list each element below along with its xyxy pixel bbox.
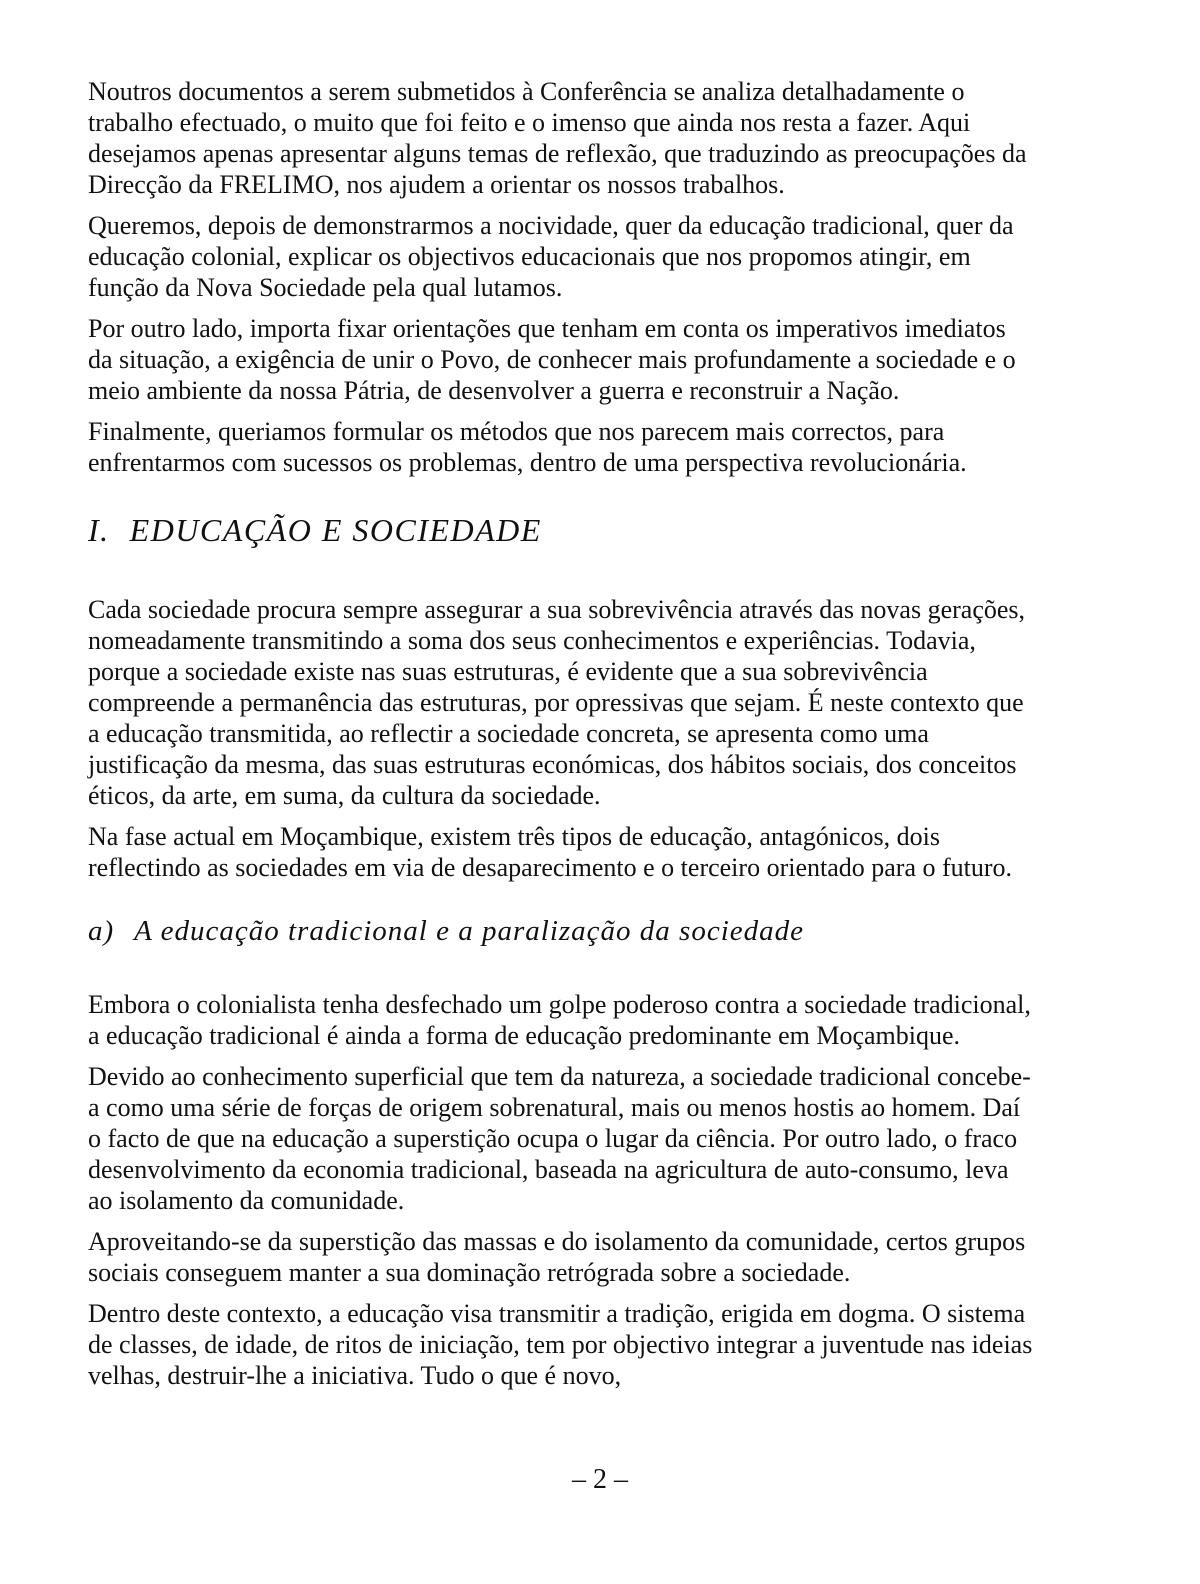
subsection-paragraph-1: Embora o colonialista tenha desfechado um golpe poderoso contra a sociedade tradicional, a educação tradicional é ainda a forma de educação predominante em Moçambique. bbox=[88, 990, 1031, 1050]
subsection-label: a) bbox=[88, 915, 115, 947]
subsection-paragraph-2: Devido ao conhecimento superficial que tem da natureza, a sociedade tradicional concebe-a como uma série de forças de origem sobrenatural, mais ou menos hostis ao homem. Daí o facto de que na educação a superstição ocupa o lugar da ciência. Por outro lado, o fraco desenvolvimento da economia tradicional, baseada na agricultura de auto-consumo, leva ao isolamento da comunidade. bbox=[88, 1062, 1031, 1215]
section-title: EDUCAÇÃO E SOCIEDADE bbox=[129, 512, 542, 548]
page-number: – 2 – bbox=[572, 1464, 628, 1495]
section-number: I. bbox=[88, 512, 110, 548]
section-paragraph-2: Na fase actual em Moçambique, existem três tipos de educação, antagónicos, dois reflectindo as sociedades em via de desaparecimento e o terceiro orientado para o futuro. bbox=[88, 822, 1013, 882]
intro-paragraph-3: Por outro lado, importa fixar orientações que tenham em conta os imperativos imediatos da situação, a exigência de unir o Povo, de conhecer mais profundamente a sociedade e o meio ambiente da nossa Pátria, de desenvolver a guerra e reconstruir a Nação. bbox=[88, 314, 1016, 405]
section-paragraph-1: Cada sociedade procura sempre assegurar a sua sobrevivência através das novas gerações, nomeadamente transmitindo a soma dos seus conhecimentos e experiências. Todavia, porque a sociedade existe nas suas estruturas, é evidente que a sua sobrevivência compreende a permanência das estruturas, por opressivas que sejam. É neste contexto que a educação transmitida, ao reflectir a sociedade concreta, se apresenta como uma justificação da mesma, das suas estruturas económicas, dos hábitos sociais, dos conceitos éticos, da arte, em suma, da cultura da sociedade. bbox=[88, 595, 1026, 810]
subsection-paragraph-3: Aproveitando-se da superstição das massas e do isolamento da comunidade, certos grupos sociais conseguem manter a sua dominação retrógrada sobre a sociedade. bbox=[88, 1227, 1026, 1287]
subsection-title: A educação tradicional e a paralização da sociedade bbox=[134, 915, 804, 947]
document-page bbox=[88, 76, 1034, 1401]
intro-paragraph-4: Finalmente, queriamos formular os métodos que nos parecem mais correctos, para enfrentarmos com sucessos os problemas, dentro de uma perspectiva revolucionária. bbox=[88, 417, 967, 477]
section-heading bbox=[88, 510, 1034, 550]
intro-paragraph-1: Noutros documentos a serem submetidos à Conferência se analiza detalhadamente o trabalho efectuado, o muito que foi feito e o imenso que ainda nos resta a fazer. Aqui desejamos apenas apresentar alguns temas de reflexão, que traduzindo as preocupações da Direcção da FRELIMO, nos ajudem a orientar os nossos trabalhos. bbox=[88, 77, 1027, 199]
intro-paragraph-2: Queremos, depois de demonstrarmos a nocividade, quer da educação tradicional, quer da educação colonial, explicar os objectivos educacionais que nos propomos atingir, em função da Nova Sociedade pela qual lutamos. bbox=[88, 211, 1014, 302]
subsection-paragraph-4: Dentro deste contexto, a educação visa transmitir a tradição, erigida em dogma. O sistema de classes, de idade, de ritos de iniciação, tem por objectivo integrar a juventude nas ideias velhas, destruir-lhe a iniciativa. Tudo o que é novo, bbox=[88, 1299, 1033, 1390]
subsection-heading bbox=[88, 913, 1034, 949]
